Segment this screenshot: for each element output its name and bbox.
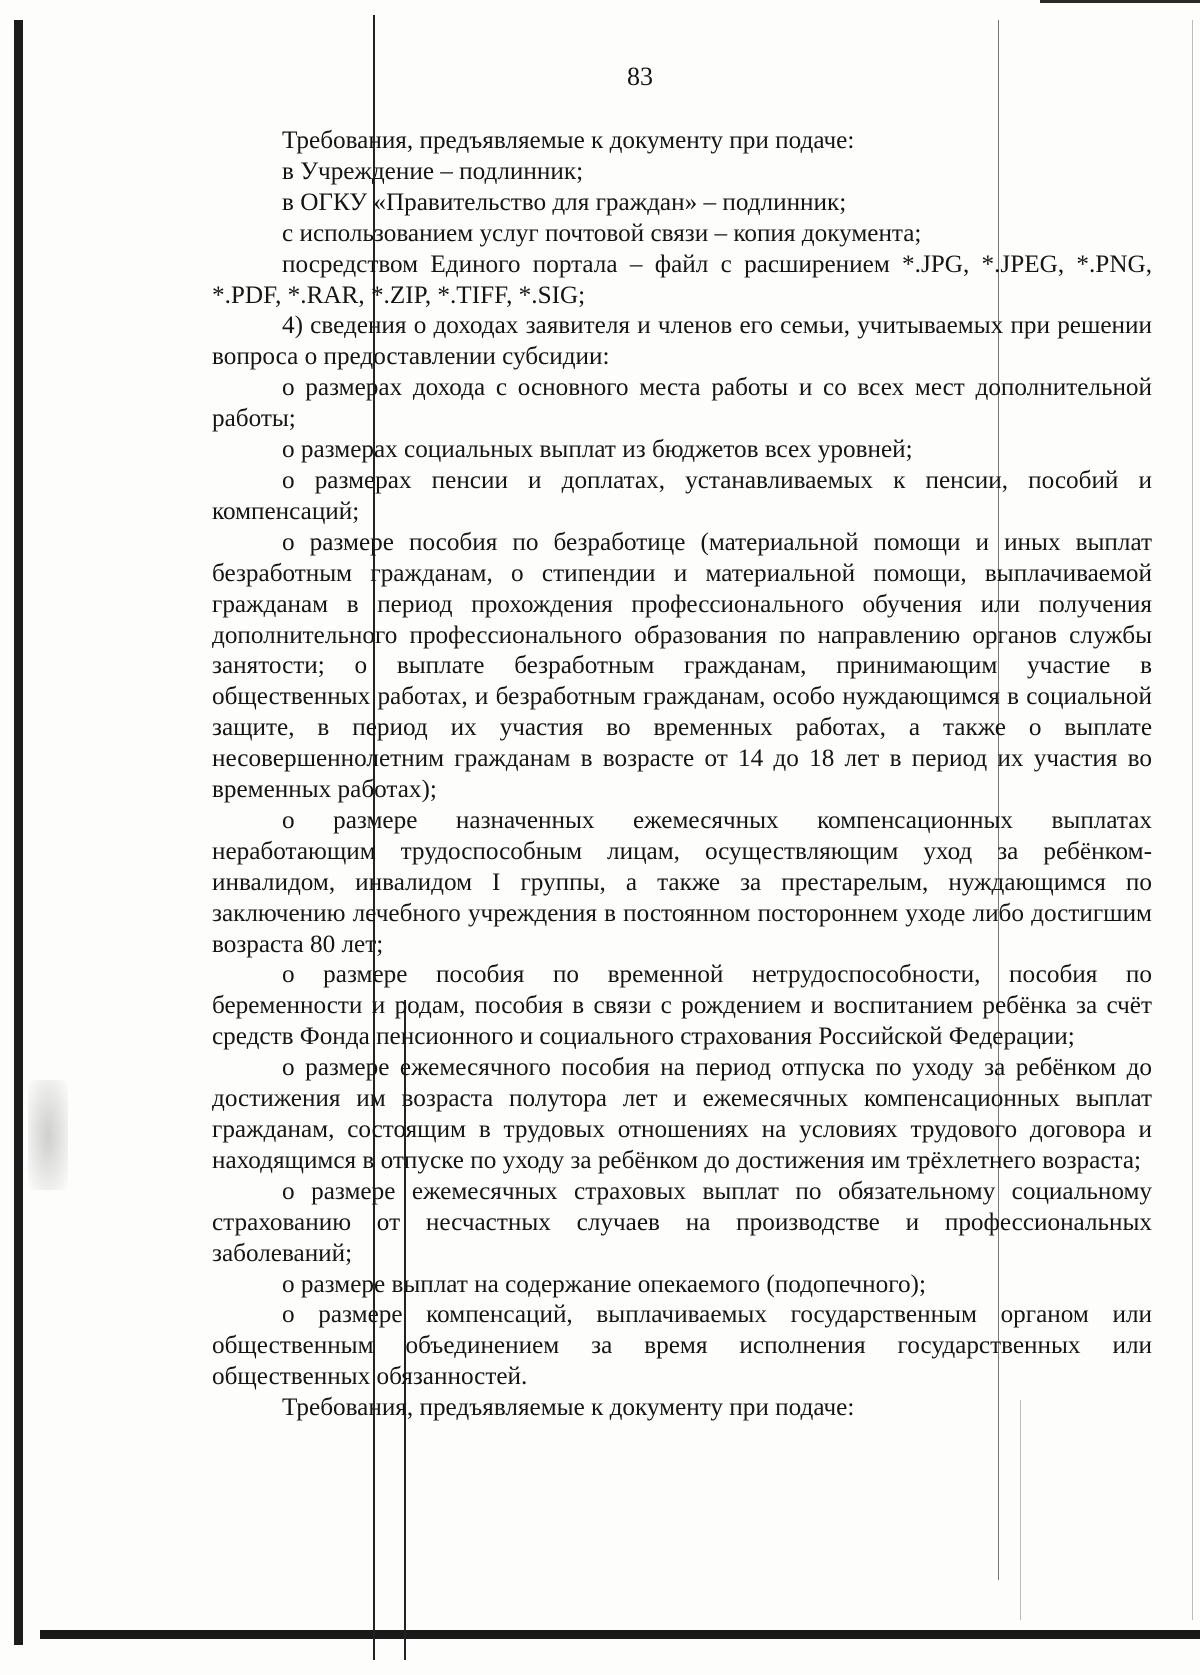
page-number: 83 [627,62,653,91]
paragraph: о размерах социальных выплат из бюджетов всех уровней; [282,436,913,464]
scan-bottom-edge [40,1630,1200,1639]
scan-line [1020,1400,1021,1620]
paragraph: посредством Единого портала – файл с расширением *.JPG, *.JPEG, *.PNG, *.PDF, *.RAR, *.ZIP, *.TIFF, *.SIG; [212,250,1152,309]
paragraph: в Учреждение – подлинник; [282,157,584,185]
paragraph: о размерах дохода с основного места работы и со всех мест дополнительной работы; [212,374,1152,433]
paragraph: о размере компенсаций, выплачиваемых государственным органом или общественным объединением за время исполнения государственных или общественных обязанностей. [212,1301,1152,1391]
paragraph: о размере ежемесячных страховых выплат по обязательному социальному страхованию от несчастных случаев на производстве и профессиональных заболеваний; [212,1177,1152,1267]
paragraph: о размере пособия по безработице (материальной помощи и иных выплат безработным гражданам, о стипендии и материальной помощи, выплачиваемой гражданам в период прохождения профессионального обучения или получения дополнительного профессионального образования по направлению органов службы занятости; о выплате безработным гражданам, принимающим участие в общественных работах, и безработным гражданам, особо нуждающимся в социальной защите, в период их участия во временных работах, а также о выплате несовершеннолетним гражданам в возрасте от 14 до 18 лет в период их участия во временных работах); [212,528,1152,804]
paragraph: в ОГКУ «Правительство для граждан» – подлинник; [282,188,847,216]
paragraph: о размере назначенных ежемесячных компенсационных выплатах неработающим трудоспособным лицам, осуществляющим уход за ребёнком-инвалидом, инвалидом I группы, а также за престарелым, нуждающимся по заключению лечебного учреждения в постоянном постороннем уходе либо достигшим возраста 80 лет; [212,806,1152,958]
scan-top-edge [1040,0,1200,3]
scan-line [1192,20,1193,1620]
scan-left-edge [14,20,23,1645]
paragraph: о размере ежемесячного пособия на период отпуска по уходу за ребёнком до достижения им возраста полутора лет и ежемесячных компенсационных выплат гражданам, состоящим в трудовых отношениях на условиях трудового договора и находящимся в отпуске по уходу за ребёнком до достижения им трёхлетнего возраста; [212,1054,1152,1174]
document-body [212,126,1152,1424]
paragraph: Требования, предъявляемые к документу при подаче: [282,1394,855,1422]
paragraph: Требования, предъявляемые к документу при подаче: [282,127,855,154]
paragraph: о размерах пенсии и доплатах, устанавливаемых к пенсии, пособий и компенсаций; [212,466,1152,525]
scan-smudge [28,1080,68,1190]
paragraph: 4) сведения о доходах заявителя и членов его семьи, учитываемых при решении вопроса о предоставлении субсидии: [212,312,1152,371]
paragraph: с использованием услуг почтовой связи – копия документа; [282,219,922,247]
paragraph: о размере пособия по временной нетрудоспособности, пособия по беременности и родам, пособия в связи с рождением и воспитанием ребёнка за счёт средств Фонда пенсионного и социального страхования Российской Федерации; [212,961,1152,1051]
paragraph: о размере выплат на содержание опекаемого (подопечного); [282,1270,926,1298]
